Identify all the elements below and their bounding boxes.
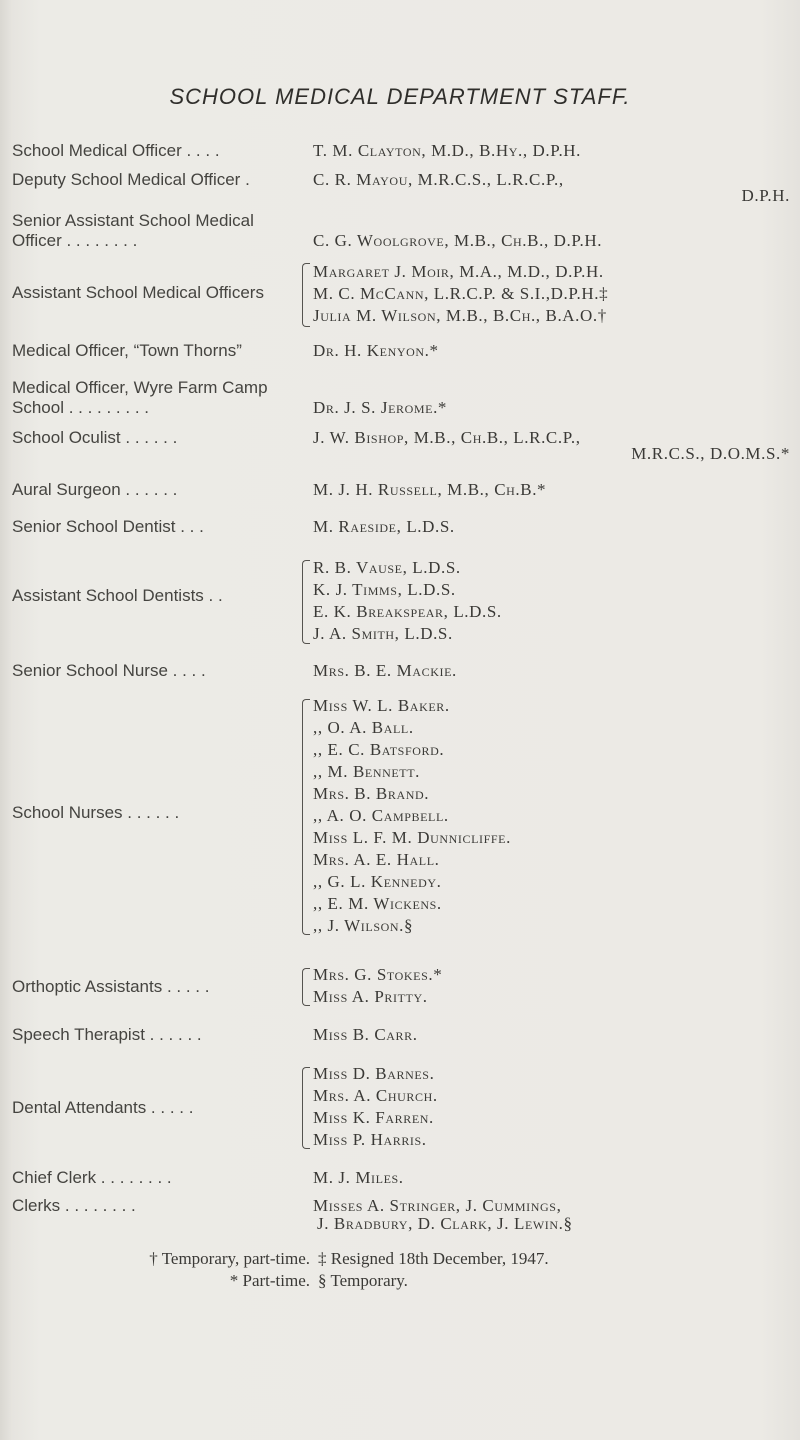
staff-name: ,, O. A. Ball.: [313, 718, 414, 737]
footnote-resigned: ‡ Resigned 18th December, 1947.: [318, 1249, 549, 1268]
staff-name: ,, M. Bennett.: [313, 762, 421, 781]
role-label-line: Medical Officer, Wyre Farm Camp: [12, 378, 268, 397]
staff-name: Margaret J. Moir, M.A., M.D., D.P.H.: [313, 262, 604, 281]
role-label-line: Officer . . . . . . . .: [12, 231, 138, 250]
names: [313, 516, 798, 538]
staff-name: Mrs. A. Church.: [313, 1086, 438, 1105]
names: [313, 140, 798, 162]
names: [313, 340, 798, 362]
names: [313, 261, 798, 327]
names: [313, 1063, 798, 1151]
staff-name-continued: D.P.H.: [741, 186, 790, 205]
role-label: Dental Attendants . . . . .: [12, 1098, 194, 1117]
role-label: Assistant School Dentists . .: [12, 586, 223, 605]
staff-name: M. C. McCann, L.R.C.P. & S.I.,D.P.H.‡: [313, 284, 609, 303]
staff-name: C. R. Mayou, M.R.C.S., L.R.C.P.,: [313, 170, 564, 189]
staff-name: Miss W. L. Baker.: [313, 696, 450, 715]
role-label: Deputy School Medical Officer .: [12, 170, 250, 189]
staff-name-continued: J. Bradbury, D. Clark, J. Lewin.§: [317, 1214, 573, 1233]
staff-name: J. A. Smith, L.D.S.: [313, 624, 453, 643]
role-label: Senior School Dentist . . .: [12, 517, 204, 536]
names: [313, 557, 798, 645]
brace: [302, 699, 310, 935]
staff-name: M. J. Miles.: [313, 1168, 404, 1187]
staff-name: J. W. Bishop, M.B., Ch.B., L.R.C.P.,: [313, 428, 581, 447]
staff-name: Mrs. B. E. Mackie.: [313, 661, 457, 680]
role-label: Orthoptic Assistants . . . . .: [12, 977, 210, 996]
role-label: School Medical Officer . . . .: [12, 141, 220, 160]
staff-name: Miss L. F. M. Dunnicliffe.: [313, 828, 511, 847]
role-label: Senior School Nurse . . . .: [12, 661, 206, 680]
footnote-temporary-part-time: † Temporary, part-time.: [149, 1249, 310, 1268]
names: [313, 1195, 798, 1235]
page-title: SCHOOL MEDICAL DEPARTMENT STAFF.: [169, 84, 631, 109]
names: [313, 230, 798, 252]
staff-name: Dr. J. S. Jerome.*: [313, 398, 448, 417]
staff-name: Julia M. Wilson, M.B., B.Ch., B.A.O.†: [313, 306, 607, 325]
staff-name: ,, A. O. Campbell.: [313, 806, 449, 825]
role-label: Clerks . . . . . . . .: [12, 1196, 136, 1215]
staff-name: ,, E. M. Wickens.: [313, 894, 442, 913]
names: [313, 427, 798, 465]
role-label: Assistant School Medical Officers: [12, 283, 264, 302]
staff-name: Mrs. A. E. Hall.: [313, 850, 440, 869]
names: [313, 1024, 798, 1046]
staff-name: Miss K. Farren.: [313, 1108, 434, 1127]
staff-name: Mrs. B. Brand.: [313, 784, 430, 803]
brace: [302, 968, 310, 1006]
staff-name: R. B. Vause, L.D.S.: [313, 558, 461, 577]
names: [313, 169, 798, 207]
staff-name: Miss B. Carr.: [313, 1025, 418, 1044]
staff-name: T. M. Clayton, M.D., B.Hy., D.P.H.: [313, 141, 582, 160]
staff-name: Miss P. Harris.: [313, 1130, 427, 1149]
names: [313, 695, 798, 937]
role-label: Speech Therapist . . . . . .: [12, 1025, 202, 1044]
brace: [302, 560, 310, 644]
names: [313, 660, 798, 682]
role-label: [12, 210, 312, 252]
names: [313, 964, 798, 1008]
footnote-part-time: * Part-time.: [229, 1271, 310, 1290]
staff-name: ,, E. C. Batsford.: [313, 740, 445, 759]
brace: [302, 263, 310, 327]
names: [313, 397, 798, 419]
role-label: Chief Clerk . . . . . . . .: [12, 1168, 172, 1187]
footnote-temporary: § Temporary.: [318, 1271, 408, 1290]
brace: [302, 1067, 310, 1149]
role-label-line: Senior Assistant School Medical: [12, 211, 254, 230]
role-label-line: School . . . . . . . . .: [12, 398, 149, 417]
staff-name: E. K. Breakspear, L.D.S.: [313, 602, 502, 621]
role-label: Aural Surgeon . . . . . .: [12, 480, 178, 499]
staff-name: Miss D. Barnes.: [313, 1064, 435, 1083]
role-label: School Oculist . . . . . .: [12, 428, 178, 447]
role-label: School Nurses . . . . . .: [12, 803, 180, 822]
role-label: Medical Officer, “Town Thorns”: [12, 341, 242, 360]
staff-name: Misses A. Stringer, J. Cummings,: [313, 1196, 562, 1215]
names: [313, 479, 798, 501]
staff-name: K. J. Timms, L.D.S.: [313, 580, 456, 599]
staff-name: Dr. H. Kenyon.*: [313, 341, 439, 360]
staff-name: Miss A. Pritty.: [313, 987, 428, 1006]
staff-name: C. G. Woolgrove, M.B., Ch.B., D.P.H.: [313, 231, 603, 250]
staff-name: Mrs. G. Stokes.*: [313, 965, 443, 984]
names: [313, 1167, 798, 1189]
staff-name: M. Raeside, L.D.S.: [313, 517, 455, 536]
role-label: [12, 377, 312, 419]
staff-name: ,, G. L. Kennedy.: [313, 872, 442, 891]
staff-name-continued: M.R.C.S., D.O.M.S.*: [631, 444, 790, 463]
staff-name: ,, J. Wilson.§: [313, 916, 414, 935]
staff-name: M. J. H. Russell, M.B., Ch.B.*: [313, 480, 547, 499]
